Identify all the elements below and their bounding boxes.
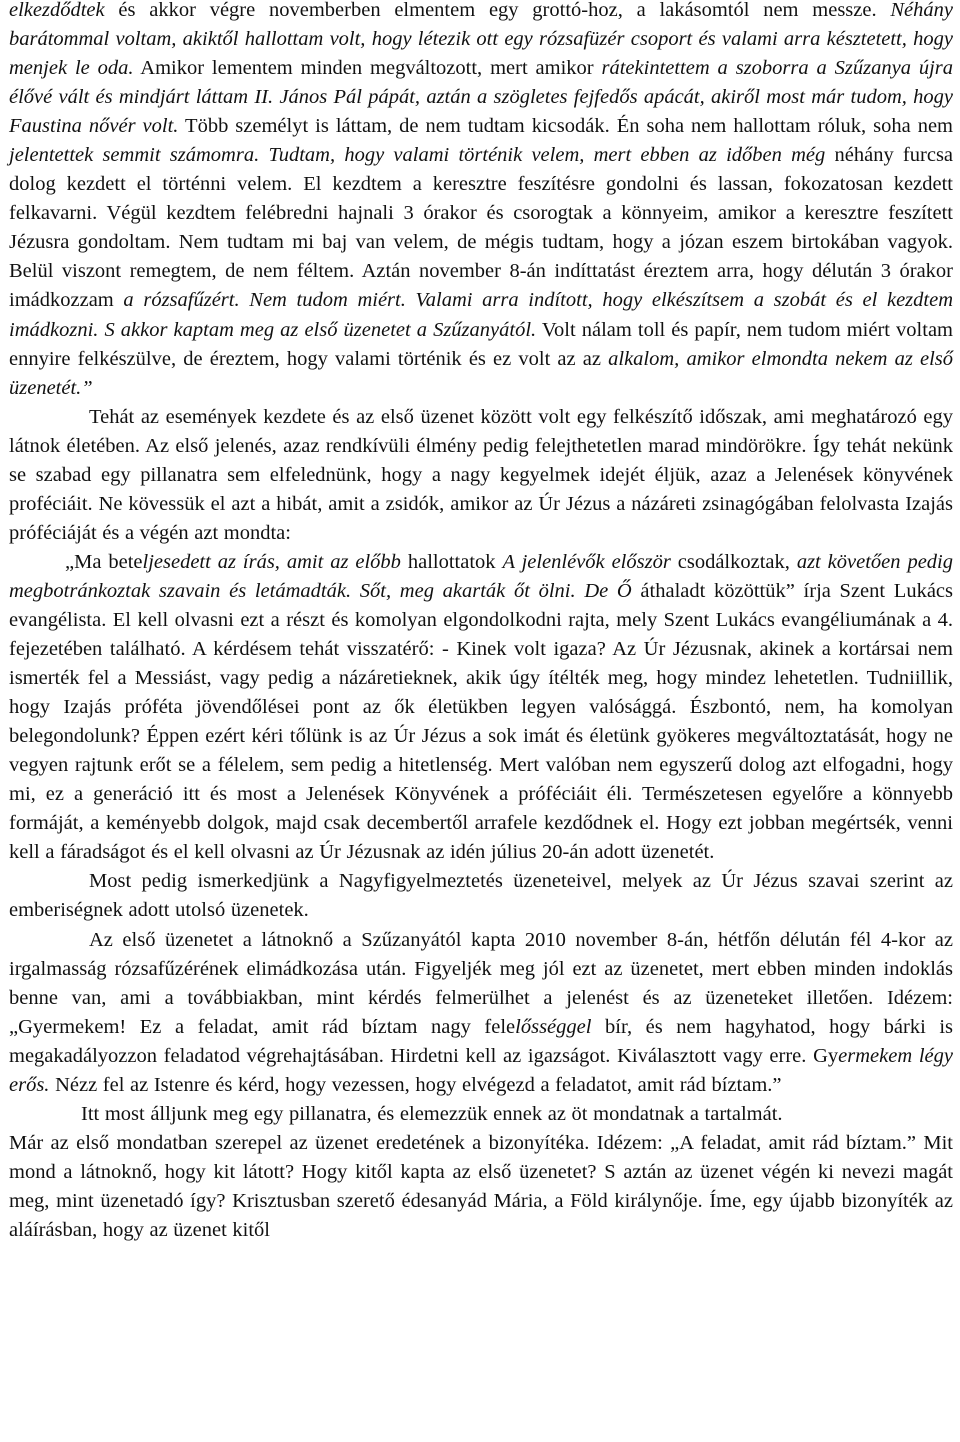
- italic-text-segment: alkalom, amikor elmondta nekem az első üzenetét.”: [9, 347, 953, 399]
- italic-text-segment: ljesedett az írás, amit az előbb: [142, 550, 401, 573]
- text-segment: Több személyt is láttam, de nem tudtam kicsodák. Én soha nem hallottam róluk, soha nem: [178, 115, 953, 138]
- text-segment: Már az első mondatban szerepel az üzenet eredetének a bizonyítéka. Idézem: „A feladat, amit rád bíztam.” Mit mond a látnoknő, hogy kit látott? Hogy kitől kapta az első üzenetet? S aztán az üzenet végén ki nevezi magát meg, mint üzenetadó így? Krisztusban szerető édesanyád Mária, a Föld királynője. Íme, egy újabb bizonyíték az aláírásban, hogy az üzenet kitől: [9, 1131, 953, 1241]
- italic-text-segment: Tudtam, hogy valami történik velem, mert ebben az időben még: [268, 144, 826, 167]
- paragraph: [9, 1129, 953, 1245]
- paragraph: [9, 0, 953, 403]
- italic-text-segment: ermekem légy erős.: [9, 1044, 953, 1096]
- italic-text-segment: azt követően pedig megbotránkoztak szavain és letámadták. Sőt, meg akarták őt ölni. De Ő: [9, 550, 953, 602]
- paragraph: [9, 548, 953, 868]
- text-segment: hallottatok: [400, 550, 503, 573]
- italic-text-segment: A jelenlévők először: [502, 550, 671, 573]
- text-segment: Tehát az események kezdete és az első üzenet között volt egy felkészítő időszak, ami meghatározó egy látnok életében. Az első jelenés, azaz rendkívüli élmény pedig felejthetetlen marad mindörökre. Így tehát nekünk se szabad egy pillanatra sem elfelednünk, hogy a nagy kegyelmek idejét éljük, azaz a Jelenések könyvének proféciáit. Ne kövessük el azt a hibát, amit a zsidók, amikor az Úr Jézus a názáreti zsinagógában felolvasta Izajás próféciáját és a végén azt mondta:: [9, 405, 953, 544]
- text-segment: csodálkoztak,: [670, 550, 797, 573]
- paragraph: [9, 1100, 953, 1129]
- text-segment: Itt most álljunk meg egy pillanatra, és elemezzük ennek az öt mondatnak a tartalmát.: [81, 1102, 783, 1125]
- italic-text-segment: lősséggel: [515, 1015, 592, 1038]
- text-segment: áthaladt közöttük” írja Szent Lukács evangélista. El kell olvasni ezt a részt és komolyan elgondolkodni rajta, mely Szent Lukács evangéliumának a 4. fejezetében található. A kérdésem tehát visszatérő: - Kinek volt igaza? Az Úr Jézusnak, akinek a kortársai nem ismerték fel a Messiást, vagy pedig a názáretieknek, akik úgy ítélték meg, hogy mindez lehetetlen. Tudniillik, hogy Izajás próféta jövendőlései pont az ők életükben legyen valósággá. Észbontó, nem, ha komolyan belegondolunk? Éppen ezért kéri tőlünk is az Úr Jézus a sok imát és életünk gyökeres megváltoztatását, hogy ne vegyen rajtunk erőt se a félelem, sem pedig a hitetlenség. Mert valóban nem egyszerű dolog azt elfogadni, hogy mi, ez a generáció itt és most a Jelenések Könyvének a próféciáit éli. Természetesen egyelőre a könnyebb formáját, a keményebb dolgok, majd csak decembertől arrafele kezdődnek el. Hogy ezt jobban megértsék, venni kell a fáradságot és el kell olvasni az Úr Jézusnak az idén július 20-án adott üzenetét.: [9, 579, 953, 864]
- paragraph: [9, 926, 953, 1100]
- italic-text-segment: a rózsafűzért. Nem tudom miért. Valami arra indított, hogy elkészítsem a szobát és el kezdtem imádkozni. S akkor kaptam meg az első üzenetet a Szűzanyától.: [9, 289, 953, 341]
- paragraph: [9, 403, 953, 548]
- text-segment: Az első üzenetet a látnoknő a Szűzanyától kapta 2010 november 8-án, hétfőn délután fél 4-kor az irgalmasság rózsafűzérének elimádkozása után. Figyeljék meg jól ezt az üzenetet, mert ebben minden indoklás benne van, ami a továbbiakban, mint kérdés felmerülhet a jelenést és az üzeneteket illetően. Idézem: „Gyermekem! Ez a feladat, amit rád bíztam nagy fele: [9, 928, 953, 1038]
- italic-text-segment: Néhány barátommal voltam, akiktől hallottam volt, hogy létezik ott egy rózsafüzér csoport és valami arra késztetett, hogy menjek le oda.: [9, 0, 953, 80]
- text-segment: „Ma bete: [65, 550, 143, 573]
- text-segment: Most pedig ismerkedjünk a Nagyfigyelmeztetés üzeneteivel, melyek az Úr Jézus szavai szerint az emberiségnek adott utolsó üzenetek.: [9, 870, 953, 922]
- text-segment: bír, és nem hagyhatod, hogy bárki is megakadályozzon feladatod végrehajtásában. Hirdetni kell az igazságot. Kiválasztott vagy erre. Gy: [9, 1015, 953, 1067]
- italic-text-segment: elkezdődtek: [9, 0, 105, 21]
- italic-text-segment: rátekintettem a szoborra a Szűzanya újra élővé vált és mindjárt láttam II. János Pál pápát, aztán a szögletes fejfedős apácát, akiről most már tudom, hogy Faustina nővér volt.: [9, 57, 954, 138]
- text-segment: Nézz fel az Istenre és kérd, hogy vezessen, hogy elvégezd a feladatot, amit rád bíztam.”: [49, 1073, 782, 1096]
- text-segment: és akkor végre novemberben elmentem egy grottó-hoz, a lakásomtól nem messze.: [104, 0, 891, 21]
- text-segment: néhány furcsa dolog kezdett el történni velem. El kezdtem a keresztre feszítésre gondolni és lassan, fokozatosan kezdett felkavarni. Végül kezdtem felébredni hajnali 3 órakor és csorogtak a könnyeim, amikor a keresztre feszített Jézusra gondoltam. Nem tudtam mi baj van velem, de mégis tudtam, hogy a józan eszem birtokában vagyok. Belül viszont remegtem, de nem féltem. Aztán november 8-án indíttatást éreztem arra, hogy délután 3 órakor imádkozzam: [9, 144, 954, 312]
- italic-text-segment: jelentettek semmit számomra.: [9, 144, 260, 167]
- text-segment: Volt nálam toll és papír, nem tudom miért voltam ennyire felkészülve, de éreztem, hogy valami történik és ez volt az az: [9, 318, 953, 370]
- paragraph: [9, 867, 953, 925]
- text-segment: Amikor lementem minden megváltozott, mert amikor: [133, 57, 602, 80]
